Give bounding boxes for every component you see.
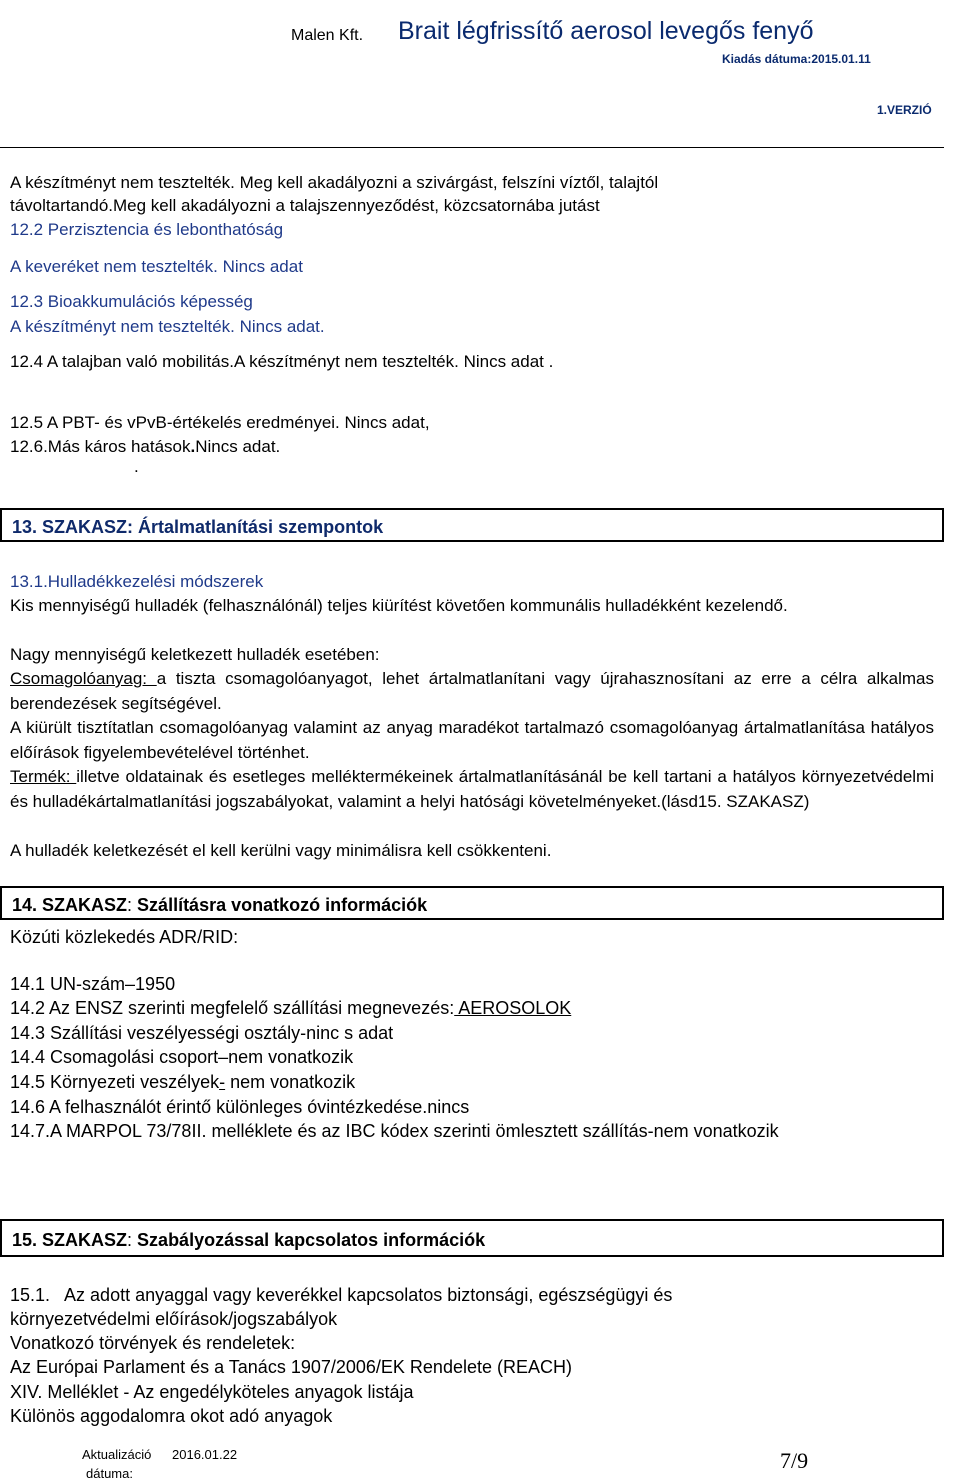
sec14-4: 14.4 Csomagolási csoport–nem vonatkozik [10, 1047, 354, 1067]
footer-update-date: 2016.01.22 [172, 1447, 238, 1462]
sec13-paragraph3 [10, 667, 934, 716]
section-14-colon: : [127, 895, 133, 915]
sec15-svhc: Különös aggodalomra okot adó anyagok [10, 1406, 333, 1426]
company-name: Malen Kft. [291, 27, 364, 44]
sec14-5 [10, 1070, 355, 1094]
sec14-6: 14.6 A felhasználót érintő különleges óvintézkedése.nincs [10, 1097, 470, 1117]
sec14-3: 14.3 Szállítási veszélyességi osztály-ninc s adat [10, 1023, 394, 1043]
sec12-5-line: 12.5 A PBT- és vPvB-értékelés eredményei. Nincs adat, [10, 413, 430, 432]
sec15-1-line2: környezetvédelmi előírások/jogszabályok [10, 1309, 338, 1329]
sec12-4-line: 12.4 A talajban való mobilitás.A készítményt nem tesztelték. Nincs adat . [10, 352, 554, 371]
sec12-6-line [10, 435, 280, 459]
sec14-5-label: 14.5 Környezeti veszélyek [10, 1072, 220, 1092]
sec13-1-heading: 13.1.Hulladékkezelési módszerek [10, 572, 264, 591]
document-title: Brait légfrissítő aerosol levegős fenyő [398, 17, 814, 45]
footer-update-label: Aktualizáció [82, 1447, 152, 1462]
sec14-5-value: nem vonatkozik [225, 1072, 356, 1092]
section-13-heading: 13. SZAKASZ: Ártalmatlanítási szempontok [12, 517, 384, 537]
sec14-2 [10, 996, 571, 1020]
sec12-line1: A készítményt nem tesztelték. Meg kell akadályozni a szivárgást, felszíni víztől, talajtól [10, 173, 659, 192]
sec15-1-line1: 15.1. Az adott anyaggal vagy keverékkel kapcsolatos biztonsági, egészségügyi és [10, 1285, 673, 1305]
footer-update-label2: dátuma: [86, 1466, 133, 1481]
packaging-label: Csomagolóanyag: [10, 669, 157, 688]
sec15-laws-label: Vonatkozó törvények és rendeletek: [10, 1333, 296, 1353]
sec13-paragraph2: Nagy mennyiségű keletkezett hulladék esetében: [10, 645, 380, 664]
header-rule [0, 147, 944, 148]
section-15-heading-box [0, 1219, 944, 1257]
road-transport-label: Közúti közlekedés ADR/RID: [10, 927, 239, 947]
sec13-paragraph4: A kiürült tisztítatlan csomagolóanyag valamint az anyag maradékot tartalmazó csomagolóanyag ártalmatlanítása hatályos előírások figyelembevételével történhet. [10, 718, 934, 762]
section-15-title: Szabályozással kapcsolatos információk [132, 1230, 486, 1250]
sec12-6-text: Nincs adat. [195, 437, 281, 456]
packaging-text: a tiszta csomagolóanyagot, lehet ártalmatlanítani vagy újrahasznosítani az erre a célra alkalmas berendezések segítségével. [10, 669, 934, 713]
sec14-1: 14.1 UN-szám–1950 [10, 974, 176, 994]
sec12-2-text: A keveréket nem tesztelték. Nincs adat [10, 257, 303, 276]
sec12-3-heading: 12.3 Bioakkumulációs képesség [10, 292, 253, 311]
section-14-title: Szállításra vonatkozó információk [132, 895, 428, 915]
sec14-7: 14.7.A MARPOL 73/78II. melléklete és az IBC kódex szerinti ömlesztett szállítás-nem vonatkozik [10, 1121, 779, 1141]
sec15-reach: Az Európai Parlament és a Tanács 1907/2006/EK Rendelete (REACH) [10, 1357, 572, 1377]
section-13-heading-box [0, 508, 944, 542]
sec15-annex: XIV. Melléklet - Az engedélyköteles anyagok listája [10, 1382, 414, 1402]
section-14-heading-box [0, 886, 944, 920]
sec14-2-value: AEROSOLOK [454, 998, 572, 1018]
sec13-paragraph1: Kis mennyiségű hulladék (felhasználónál) teljes kiürítést követően kommunális hulladékként kezelendő. [10, 596, 788, 615]
version-label: 1.VERZIÓ [877, 103, 932, 117]
section-14-num: 14. SZAKASZ [12, 895, 128, 915]
section-15-colon: : [127, 1230, 133, 1250]
sec13-paragraph5 [10, 765, 934, 814]
sec12-3-text: A készítményt nem tesztelték. Nincs adat. [10, 317, 325, 336]
sec12-line2: távoltartandó.Meg kell akadályozni a talajszennyeződést, közcsatornába jutást [10, 196, 600, 215]
sec12-6-dot: . [190, 437, 196, 456]
section-15-num: 15. SZAKASZ [12, 1230, 128, 1250]
sec13-paragraph6: A hulladék keletkezését el kell kerülni vagy minimálisra kell csökkenteni. [10, 841, 552, 860]
product-label: Termék: [10, 767, 77, 786]
sec12-6-heading: 12.6.Más káros hatások [10, 437, 191, 456]
sec14-2-label: 14.2 Az ENSZ szerinti megfelelő szállítási megnevezés: [10, 998, 455, 1018]
sec12-dot: . [134, 457, 139, 476]
page-number: 7/9 [780, 1448, 809, 1473]
sec12-2-heading: 12.2 Perzisztencia és lebonthatóság [10, 220, 284, 239]
issue-date: Kiadás dátuma:2015.01.11 [722, 52, 871, 66]
sec14-5-dash: - [219, 1072, 226, 1092]
product-text: illetve oldatainak és esetleges melléktermékeinek ártalmatlanításánál be kell tartani a hatályos környezetvédelmi és hulladékártalmatlanítási jogszabályokat, valamint a helyi hatósági követelményeket.(lásd15. SZAKASZ) [10, 767, 934, 811]
